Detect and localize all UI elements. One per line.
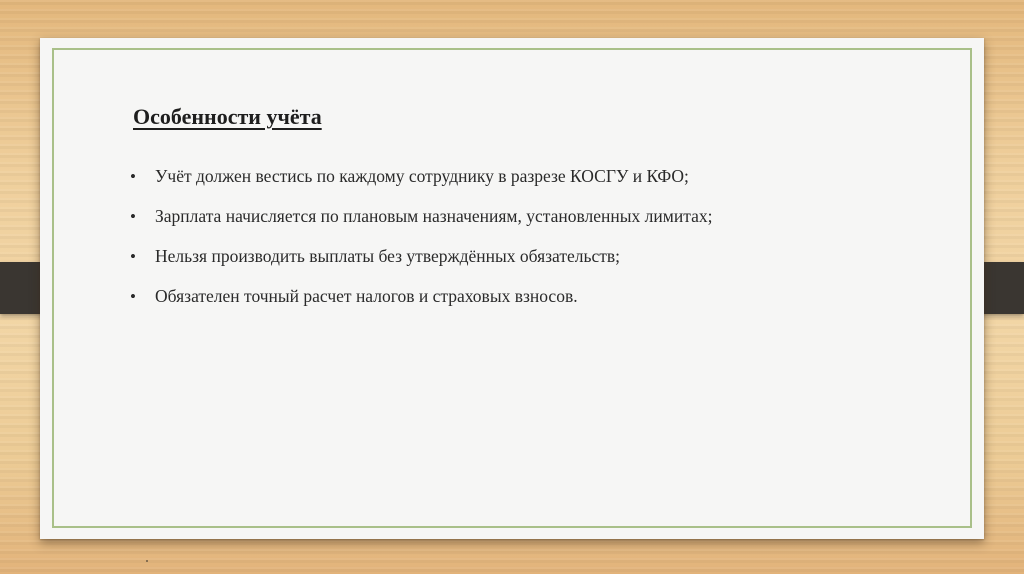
footer-dot [146,560,148,562]
bullet-text: Нельзя производить выплаты без утверждённых обязательств; [155,246,621,266]
slide-title: Особенности учёта [133,104,322,129]
list-item [130,246,712,286]
bullet-marker: • [130,247,136,266]
bullet-list [130,166,712,326]
list-item [130,286,712,326]
bullet-text: Обязателен точный расчет налогов и страховых взносов. [155,286,578,306]
bullet-marker: • [130,207,136,226]
list-item [130,206,712,246]
bullet-text: Учёт должен вестись по каждому сотруднику в разрезе КОСГУ и КФО; [155,166,689,186]
bullet-marker: • [130,287,136,306]
bullet-marker: • [130,167,136,186]
bullet-text: Зарплата начисляется по плановым назначениям, установленных лимитах; [155,206,713,226]
list-item [130,166,712,206]
